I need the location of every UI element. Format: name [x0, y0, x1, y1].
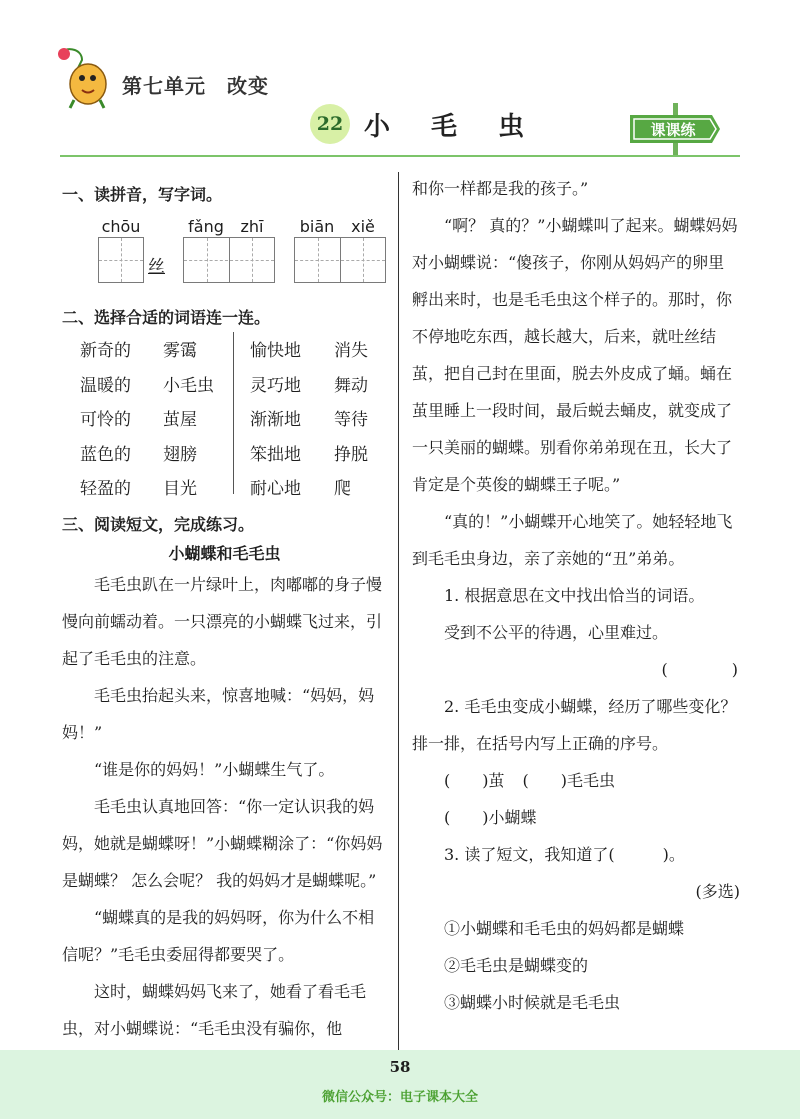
story-left-column	[62, 566, 387, 1047]
pinyin-xie: xiě	[351, 217, 375, 236]
match-word[interactable]: 蓝色的	[80, 444, 131, 465]
watermark-text: 微信公众号：电子课本大全	[321, 1090, 478, 1105]
story-right-column	[412, 170, 740, 1021]
match-word[interactable]: 灵巧地	[250, 375, 301, 396]
story-continuation: 和你一样都是我的孩子。”	[412, 179, 589, 198]
story-paragraph: “蝴蝶真的是我的妈妈呀，你为什么不相信呢？”毛毛虫委屈得都要哭了。	[62, 908, 375, 964]
write-box-bianxie[interactable]	[294, 237, 386, 283]
question-2-option-butterfly[interactable]: ( )小蝴蝶	[444, 808, 537, 827]
story-paragraph: “啊？ 真的？”小蝴蝶叫了起来。蝴蝶妈妈对小蝴蝶说：“傻孩子，你刚从妈妈产的卵里孵出来时，也是毛毛虫这个样子的。那时，你不停地吃东西，越长越大，后来，就吐丝结茧，把自己封在里面，脱去外皮成了蛹。蛹在茧里睡上一段时间，最后蜕去蛹皮，就变成了一只美丽的蝴蝶。别看你弟弟现在丑，长大了肯定是个英俊的蝴蝶王子呢。”	[412, 216, 738, 494]
section1-title: 一、读拼音，写字词。	[62, 185, 223, 204]
match-word[interactable]: 温暖的	[80, 375, 131, 396]
match-word[interactable]: 舞动	[334, 375, 368, 396]
lesson-number: 22	[316, 113, 344, 135]
match-word[interactable]: 翅膀	[163, 444, 197, 465]
match-word[interactable]: 目光	[163, 479, 197, 499]
pinyin-bian: biān	[299, 217, 335, 236]
story-paragraph: “谁是你的妈妈！”小蝴蝶生气了。	[94, 760, 335, 779]
match-word[interactable]: 愉快地	[250, 341, 301, 361]
match-word[interactable]: 新奇的	[80, 341, 131, 361]
page-number: 58	[389, 1058, 411, 1076]
given-char-si: 丝	[148, 257, 165, 277]
question-1: 1. 根据意思在文中找出恰当的词语。	[444, 586, 705, 605]
match-word[interactable]: 挣脱	[334, 444, 368, 465]
section3-title: 三、阅读短文，完成练习。	[62, 515, 255, 534]
question-2-row	[412, 762, 740, 799]
question-2-option-cocoon[interactable]: ( )茧	[444, 771, 505, 790]
signpost-badge-icon	[624, 103, 724, 157]
pinyin-chou: chōu	[101, 217, 141, 236]
match-word[interactable]: 等待	[334, 410, 368, 430]
write-box-fangzhi[interactable]	[183, 237, 275, 283]
question-3: 3. 读了短文，我知道了( )。	[444, 845, 685, 864]
question-3-option[interactable]: ②毛毛虫是蝴蝶变的	[444, 956, 589, 975]
badge-label: 课课练	[650, 121, 696, 139]
match-col-adverbs	[250, 334, 301, 507]
question-3-option[interactable]: ③蝴蝶小时候就是毛毛虫	[444, 993, 621, 1012]
match-word[interactable]: 爬	[334, 479, 351, 499]
pinyin-zhi: zhī	[240, 217, 264, 236]
match-word[interactable]: 茧屋	[163, 410, 197, 430]
question-2-option-caterpillar[interactable]: ( )毛毛虫	[522, 771, 615, 790]
question-1-answer-blank[interactable]: ( )	[661, 660, 738, 679]
question-3-option[interactable]: ①小蝴蝶和毛毛虫的妈妈都是蝴蝶	[444, 919, 685, 938]
caterpillar-mascot-icon	[52, 46, 116, 110]
match-divider	[233, 332, 234, 494]
pinyin-fang: fǎng	[188, 217, 224, 236]
match-col-verbs	[334, 334, 368, 507]
write-box-chou[interactable]	[98, 237, 144, 283]
question-1-meaning: 受到不公平的待遇，心里难过。	[444, 623, 669, 642]
match-word[interactable]: 消失	[334, 341, 368, 361]
match-word[interactable]: 可怜的	[80, 410, 131, 430]
match-word[interactable]: 雾霭	[163, 341, 197, 361]
match-col-nouns	[163, 334, 214, 507]
match-word[interactable]: 小毛虫	[163, 375, 214, 396]
question-3-note: (多选)	[695, 882, 740, 901]
story-paragraph: 毛毛虫认真地回答：“你一定认识我的妈妈，她就是蝴蝶呀！”小蝴蝶糊涂了：“你妈妈是蝴蝶？ 怎么会呢？ 我的妈妈才是蝴蝶呢。”	[62, 797, 383, 890]
story-paragraph: “真的！”小蝴蝶开心地笑了。她轻轻地飞到毛毛虫身边，亲了亲她的“丑”弟弟。	[412, 512, 733, 568]
lesson-number-badge	[310, 104, 350, 144]
match-col-adjectives	[80, 334, 131, 507]
story-paragraph: 毛毛虫趴在一片绿叶上，肉嘟嘟的身子慢慢向前蠕动着。一只漂亮的小蝴蝶飞过来，引起了毛毛虫的注意。	[62, 575, 383, 668]
story-paragraph: 毛毛虫抬起头来，惊喜地喊：“妈妈，妈妈！”	[62, 686, 375, 742]
question-2: 2. 毛毛虫变成小蝴蝶，经历了哪些变化？排一排，在括号内写上正确的序号。	[412, 697, 737, 753]
unit-label: 第七单元 改变	[122, 74, 269, 98]
story-title: 小蝴蝶和毛毛虫	[168, 544, 281, 563]
match-word[interactable]: 笨拙地	[250, 444, 301, 465]
match-word[interactable]: 轻盈的	[80, 479, 131, 499]
column-divider	[398, 172, 399, 1052]
lesson-title: 小 毛 虫	[364, 112, 541, 142]
story-paragraph: 这时，蝴蝶妈妈飞来了，她看了看毛毛虫，对小蝴蝶说：“毛毛虫没有骗你，他	[62, 982, 367, 1038]
match-word[interactable]: 耐心地	[250, 479, 301, 499]
match-word[interactable]: 渐渐地	[250, 410, 301, 430]
header-divider	[60, 155, 740, 157]
section2-title: 二、选择合适的词语连一连。	[62, 308, 271, 327]
